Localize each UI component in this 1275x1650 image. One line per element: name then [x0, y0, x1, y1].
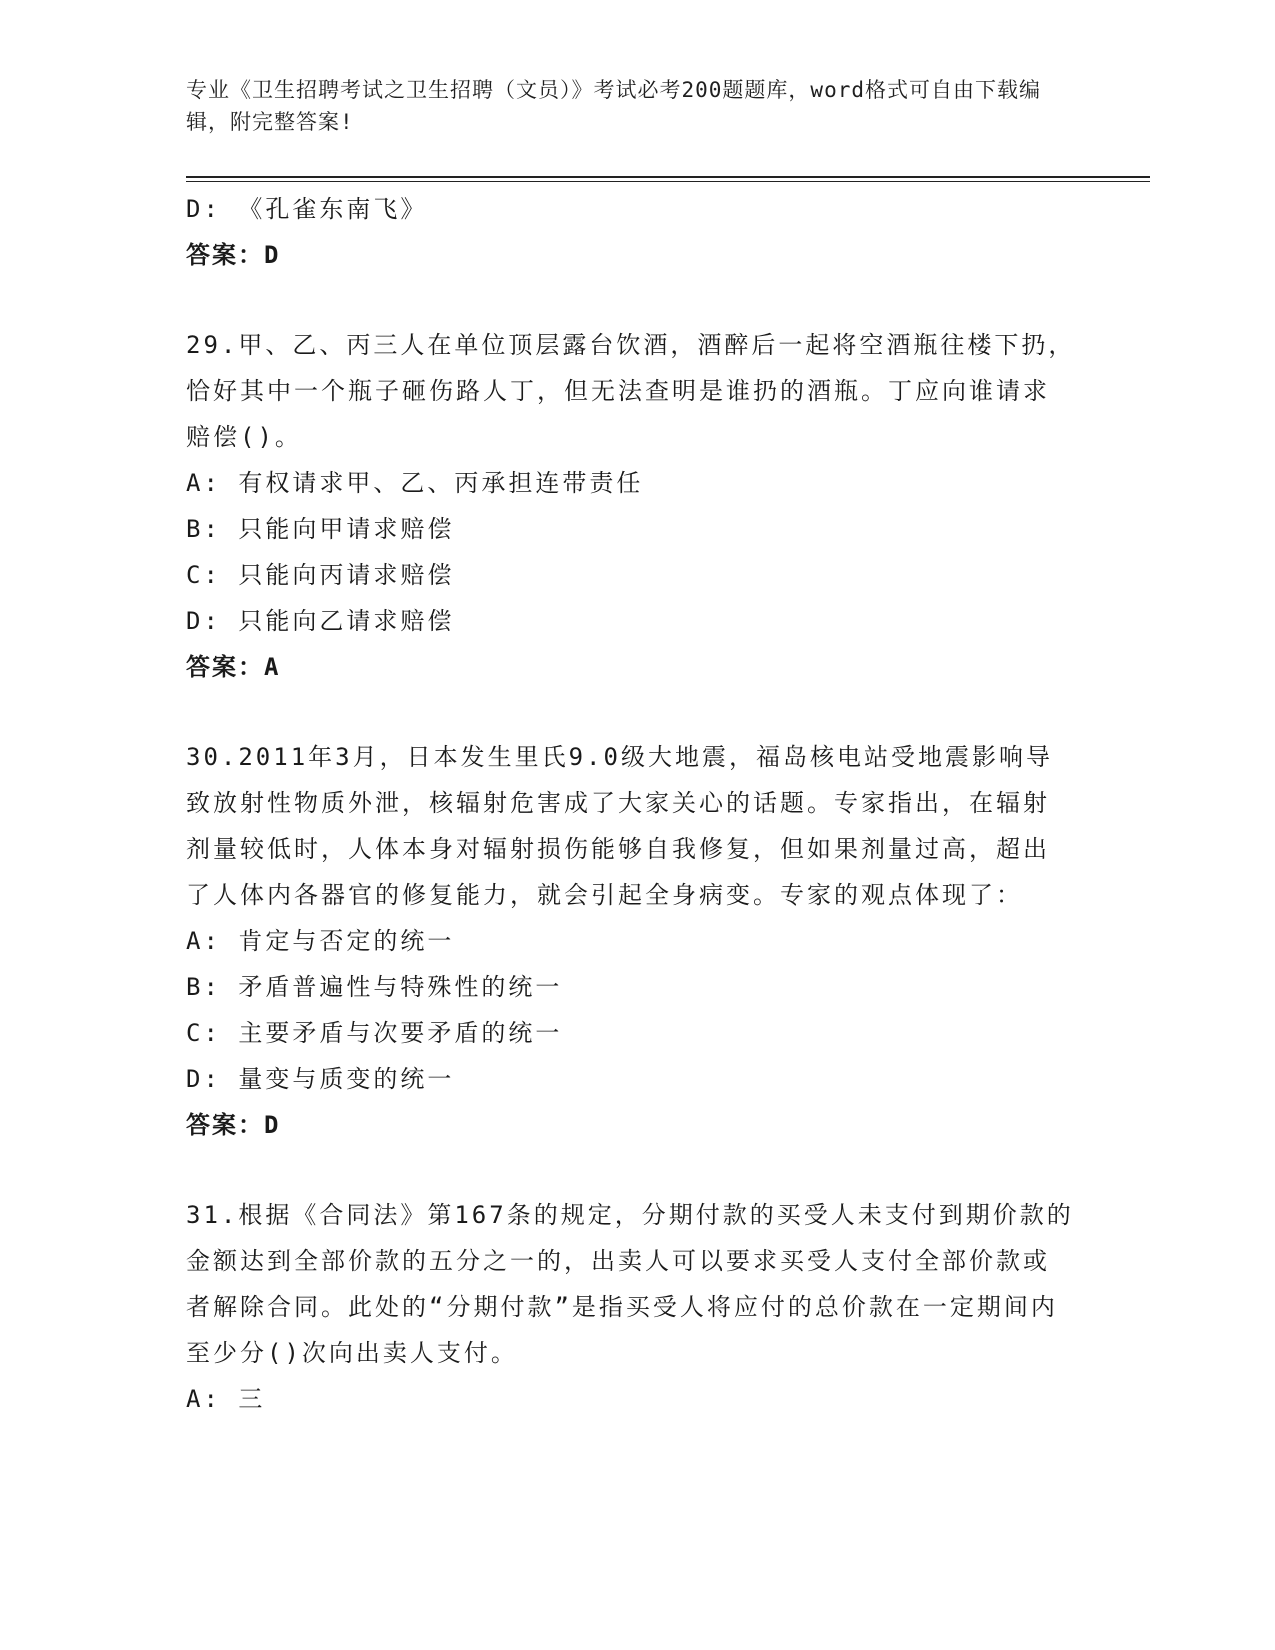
question-30-option-a: A: 肯定与否定的统一	[186, 927, 455, 955]
spacer	[186, 1148, 1076, 1192]
question-31-option-a: A: 三	[186, 1385, 266, 1413]
question-31	[186, 1192, 1076, 1422]
question-31-stem: 31.根据《合同法》第167条的规定，分期付款的买受人未支付到期价款的金额达到全部价款的五分之一的，出卖人可以要求买受人支付全部价款或者解除合同。此处的“分期付款”是指买受人将应付的总价款在一定期间内至少分()次向出卖人支付。	[186, 1201, 1074, 1367]
question-30-option-d: D: 量变与质变的统一	[186, 1065, 455, 1093]
question-30-answer: 答案：D	[186, 1111, 281, 1139]
question-29-stem: 29.甲、乙、丙三人在单位顶层露台饮酒，酒醉后一起将空酒瓶往楼下扔，恰好其中一个瓶子砸伤路人丁，但无法查明是谁扔的酒瓶。丁应向谁请求赔偿()。	[186, 331, 1076, 451]
question-30-option-b: B: 矛盾普遍性与特殊性的统一	[186, 973, 563, 1001]
header-rule-thick	[186, 176, 1150, 178]
question-29-answer: 答案：A	[186, 653, 281, 681]
question-30-stem: 30.2011年3月，日本发生里氏9.0级大地震，福岛核电站受地震影响导致放射性物质外泄，核辐射危害成了大家关心的话题。专家指出，在辐射剂量较低时，人体本身对辐射损伤能够自我修复，但如果剂量过高，超出了人体内各器官的修复能力，就会引起全身病变。专家的观点体现了：	[186, 743, 1053, 909]
question-30	[186, 734, 1076, 1148]
question-29-option-a: A: 有权请求甲、乙、丙承担连带责任	[186, 469, 644, 497]
header-rule-thin	[186, 181, 1150, 182]
document-header: 专业《卫生招聘考试之卫生招聘（文员）》考试必考200题题库，word格式可自由下载编辑，附完整答案!	[186, 78, 1041, 134]
spacer	[186, 690, 1076, 734]
prev-option-d: D: 《孔雀东南飞》	[186, 195, 428, 223]
question-29-option-c: C: 只能向丙请求赔偿	[186, 561, 455, 589]
prev-answer: 答案：D	[186, 241, 281, 269]
question-30-option-c: C: 主要矛盾与次要矛盾的统一	[186, 1019, 563, 1047]
question-29-option-d: D: 只能向乙请求赔偿	[186, 607, 455, 635]
question-29	[186, 322, 1076, 690]
spacer	[186, 278, 1076, 322]
question-content	[186, 186, 1076, 1422]
question-29-option-b: B: 只能向甲请求赔偿	[186, 515, 455, 543]
